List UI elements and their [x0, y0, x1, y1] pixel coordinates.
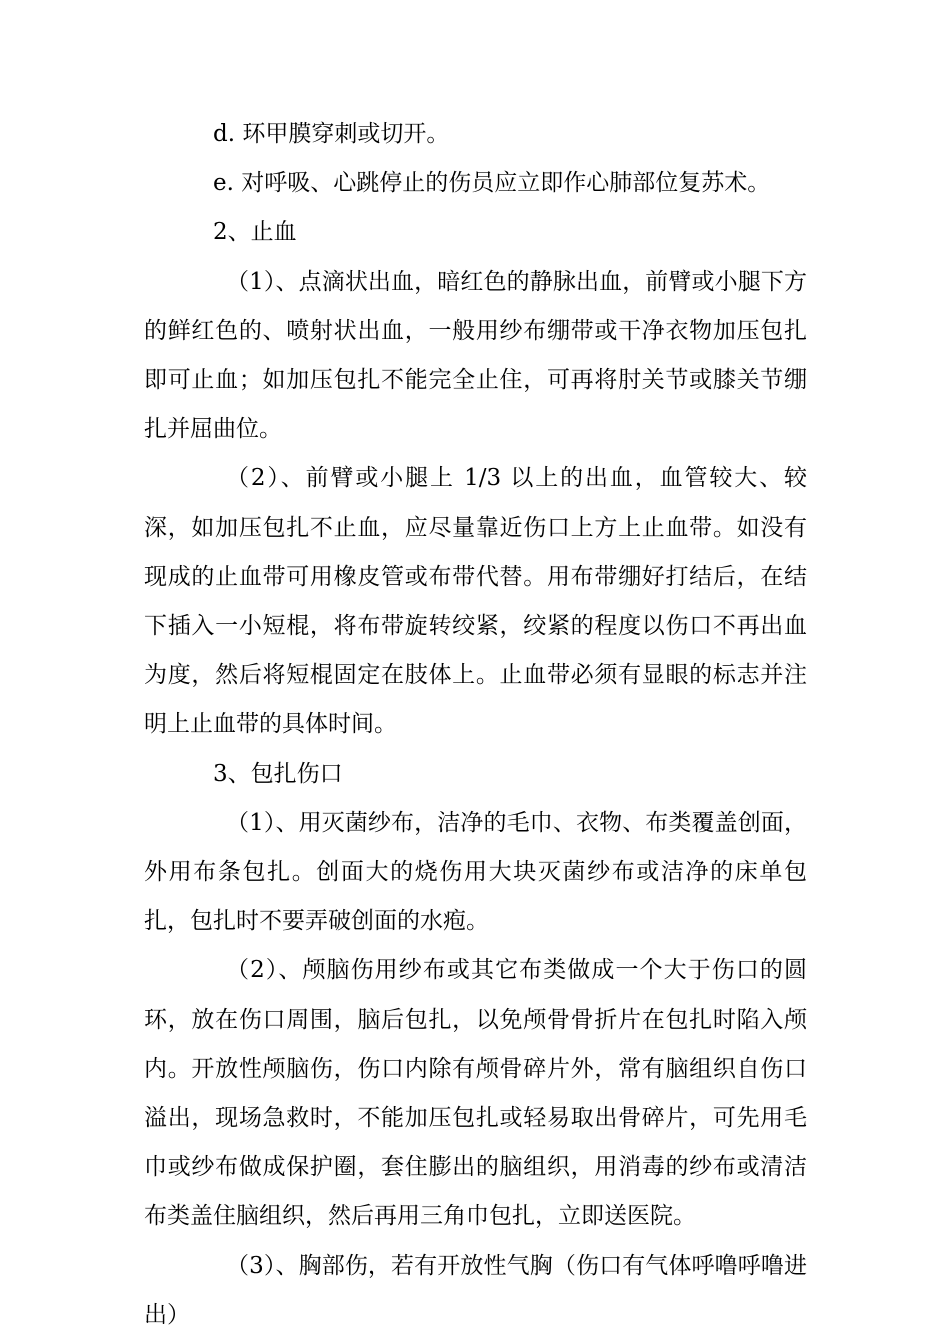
document-body [144, 110, 807, 1340]
paragraph-bandaging-1: （1）、用灭菌纱布，洁净的毛巾、衣物、布类覆盖创面，外用布条包扎。创面大的烧伤用大块灭菌纱布或洁净的床单包扎，包扎时不要弄破创面的水疱。 [144, 809, 807, 935]
paragraph-bleeding-1: （1）、点滴状出血，暗红色的静脉出血，前臂或小腿下方的鲜红色的、喷射状出血，一般用纱布绷带或干净衣物加压包扎即可止血；如加压包扎不能完全止住，可再将肘关节或膝关节绷扎并屈曲位。 [144, 268, 807, 443]
section-heading-bandaging: 3、包扎伤口 [213, 760, 343, 787]
paragraph-bandaging-3: （3）、胸部伤，若有开放性气胸（伤口有气体呼噜呼噜进出） [144, 1252, 807, 1328]
section-heading-bleeding: 2、止血 [213, 219, 297, 246]
list-item-d: d. 环甲膜穿刺或切开。 [213, 121, 450, 147]
paragraph-bleeding-2: （2）、前臂或小腿上 1/3 以上的出血，血管较大、较深，如加压包扎不止血，应尽量靠近伤口上方上止血带。如没有现成的止血带可用橡皮管或布带代替。用布带绷好打结后，在结下插入一小短棍，将布带旋转绞紧，绞紧的程度以伤口不再出血为度，然后将短棍固定在肢体上。止血带必须有显眼的标志并注明上止血带的具体时间。 [144, 465, 807, 738]
paragraph-bandaging-2: （2）、颅脑伤用纱布或其它布类做成一个大于伤口的圆环，放在伤口周围，脑后包扎，以免颅骨骨折片在包扎时陷入颅内。开放性颅脑伤，伤口内除有颅骨碎片外，常有脑组织自伤口溢出，现场急救时，不能加压包扎或轻易取出骨碎片，可先用毛巾或纱布做成保护圈，套住膨出的脑组织，用消毒的纱布或清洁布类盖住脑组织，然后再用三角巾包扎，立即送医院。 [144, 957, 807, 1230]
list-item-e: e. 对呼吸、心跳停止的伤员应立即作心肺部位复苏术。 [213, 170, 771, 197]
